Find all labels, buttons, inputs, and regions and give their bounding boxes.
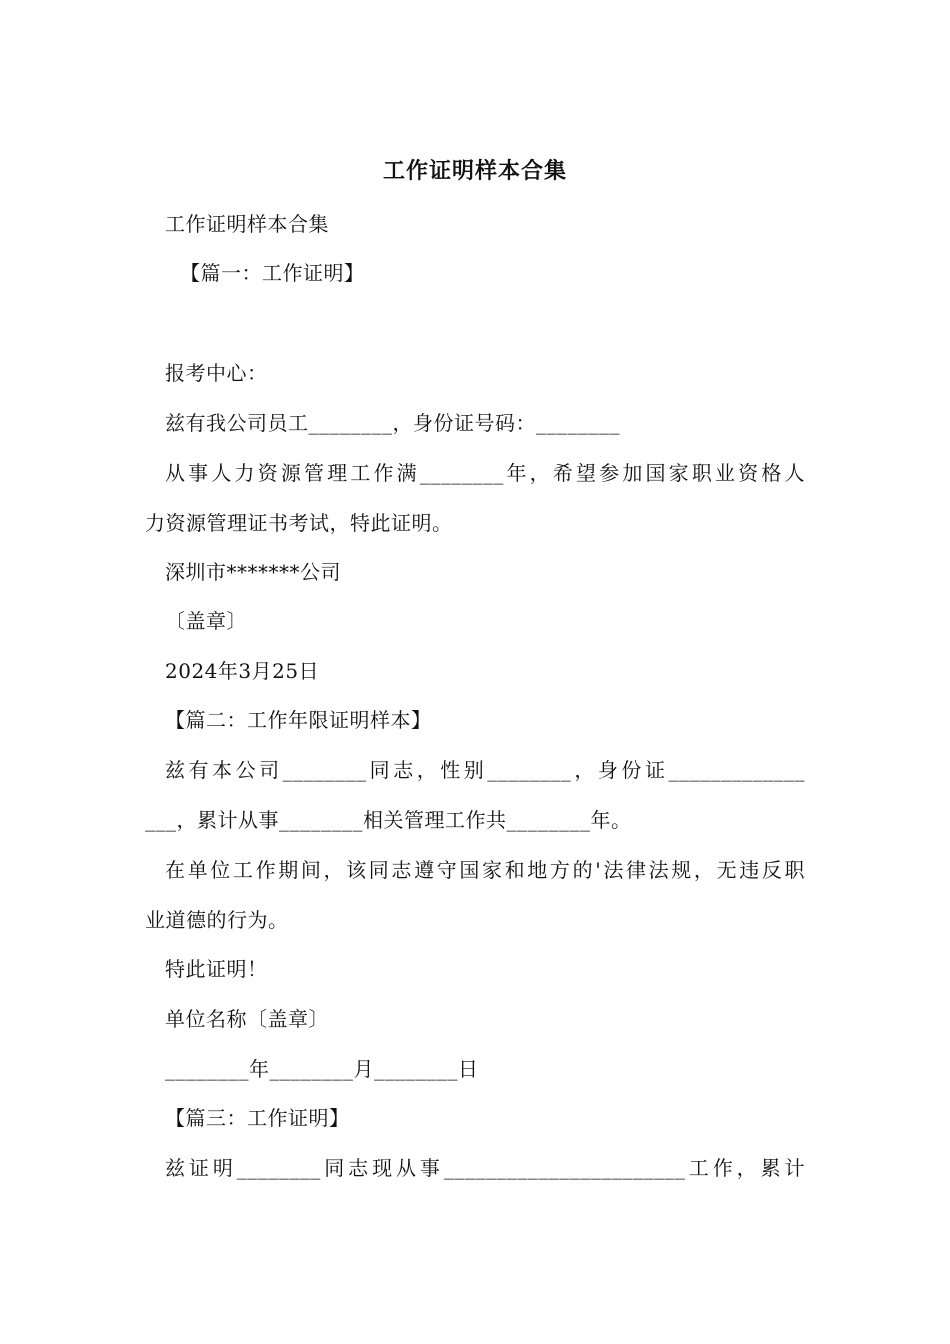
- seal-line: 〔盖章〕: [165, 609, 247, 633]
- paragraph-line: 兹有我公司员工________，身份证号码：________: [165, 411, 620, 435]
- paragraph-line: 在单位工作期间，该同志遵守国家和地方的'法律法规，无违反职: [165, 858, 805, 882]
- document-title: 工作证明样本合集: [382, 158, 567, 184]
- closing-line: 特此证明！: [165, 957, 268, 981]
- company-name-line: 深圳市*******公司: [165, 560, 341, 584]
- paragraph-line: 力资源管理证书考试，特此证明。: [145, 511, 453, 535]
- addressee-line: 报考中心：: [165, 361, 268, 385]
- section-heading-2: 【篇二：工作年限证明样本】: [165, 708, 432, 732]
- date-line: 2024年3月25日: [165, 659, 320, 683]
- section-heading-1: 【篇一：工作证明】: [180, 261, 365, 285]
- paragraph-line: 从事人力资源管理工作满________年，希望参加国家职业资格人: [165, 461, 805, 485]
- section-heading-3: 【篇三：工作证明】: [165, 1106, 350, 1130]
- paragraph-line: 兹证明________同志现从事_______________________工作，累计: [165, 1156, 805, 1180]
- paragraph-line: 业道德的行为。: [145, 908, 289, 932]
- date-blank-line: ________年________月________日: [165, 1057, 479, 1081]
- subtitle-line: 工作证明样本合集: [165, 212, 329, 236]
- paragraph-line: ___，累计从事________相关管理工作共________年。: [145, 808, 632, 832]
- unit-name-seal-line: 单位名称〔盖章〕: [165, 1007, 329, 1031]
- paragraph-line: 兹有本公司________同志，性别________，身份证_____________: [165, 758, 805, 782]
